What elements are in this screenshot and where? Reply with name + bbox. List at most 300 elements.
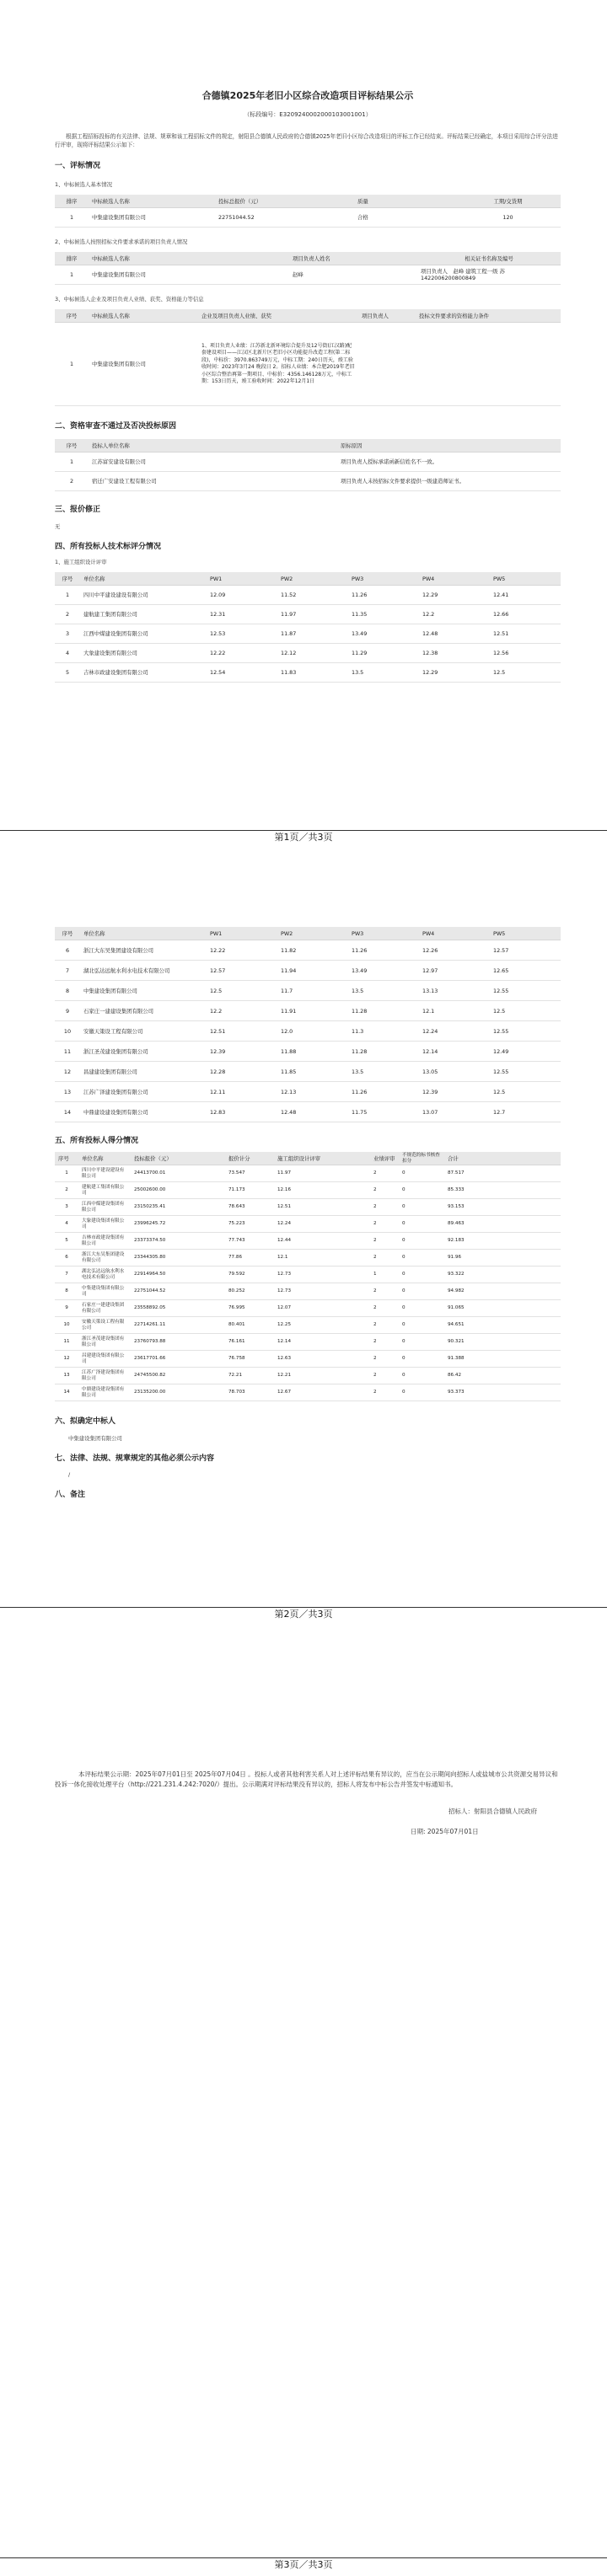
table-cell: 120 <box>455 208 561 228</box>
table-cell: 23760793.88 <box>131 1334 225 1351</box>
table-row <box>55 605 561 624</box>
table-cell: 江苏广泽建设集团有限公司 <box>80 1082 207 1102</box>
table-cell: 12.22 <box>207 940 277 961</box>
table-cell: 12.5 <box>490 1001 561 1021</box>
table-row <box>55 624 561 644</box>
table-cell: 12.09 <box>207 586 277 605</box>
column-header: 合计 <box>444 1152 561 1165</box>
table-cell: 2 <box>370 1216 399 1233</box>
table-cell: 23996245.72 <box>131 1216 225 1233</box>
column-header: 项目负责人 <box>358 309 416 323</box>
table-cell: 12.5 <box>490 1082 561 1102</box>
table-cell: 11.28 <box>348 1001 419 1021</box>
column-header: PW3 <box>348 572 419 586</box>
column-header: 单位名称 <box>80 927 207 940</box>
table-cell: 12.51 <box>490 624 561 644</box>
table-row <box>55 208 561 228</box>
table-cell: 2 <box>370 1351 399 1368</box>
table-cell: 24745500.82 <box>131 1368 225 1384</box>
table-row <box>55 1199 561 1216</box>
table-cell: 大象建设集团有限公司 <box>78 1216 131 1233</box>
table-row <box>55 1267 561 1283</box>
table-cell: 8 <box>55 981 80 1001</box>
table-cell: 12.2 <box>419 605 490 624</box>
table-cell: 中集建设集团有限公司 <box>89 208 215 228</box>
table-cell: 73.547 <box>225 1165 274 1182</box>
section-heading: 一、评标情况 <box>55 162 101 170</box>
candidate-performance-table <box>55 309 561 406</box>
column-header: 不规范的标书核查扣分 <box>399 1152 444 1165</box>
table-cell: 11.26 <box>348 940 419 961</box>
table-row <box>55 1021 561 1042</box>
table-row <box>55 1182 561 1199</box>
table-cell: 13.13 <box>419 981 490 1001</box>
table-cell: 79.592 <box>225 1267 274 1283</box>
table-cell: 7 <box>55 1267 78 1283</box>
rejection-table <box>55 439 561 491</box>
table-cell: 11.26 <box>348 586 419 605</box>
table-cell: 12.24 <box>274 1216 370 1233</box>
section-text: 无 <box>55 523 61 530</box>
table-cell: 91.96 <box>444 1250 561 1267</box>
table-cell: 12.12 <box>277 644 348 663</box>
table-cell: 12.14 <box>419 1042 490 1062</box>
table-cell: 吉林市政建设集团有限公司 <box>80 663 207 683</box>
technical-score-table-continued <box>55 927 561 1122</box>
table-cell: 12.31 <box>207 605 277 624</box>
column-header: PW2 <box>277 572 348 586</box>
column-header: 中标候选人名称 <box>89 252 289 265</box>
table-cell: 0 <box>399 1250 444 1267</box>
table-cell: 12.1 <box>419 1001 490 1021</box>
subsection-heading: 1、施工组织设计评审 <box>55 559 107 565</box>
table-cell: 5 <box>55 1233 78 1250</box>
table-cell: 12.13 <box>277 1082 348 1102</box>
subsection-heading: 2、中标候选人按照招标文件要求承诺的项目负责人情况 <box>55 238 188 245</box>
table-cell: 77.743 <box>225 1233 274 1250</box>
table-cell: 22751044.52 <box>215 208 354 228</box>
table-cell: 92.183 <box>444 1233 561 1250</box>
table-cell: 12.29 <box>419 663 490 683</box>
table-cell: 1、项目负责人业绩：江苏新北新环境综合提升及12号街(江汉路)配套建设项目——江汉区北新片区老旧小区功能提升改造工程(第二标段)，中标价：3970.863749万元，中标工期：240日历天，竣工验收时间：2023年3月24 晚段日 2。招标人业绩：本合肥2019年老旧小区综合整治再第一期项目、中标价：4356.146128万元，中标工期：153日历天，竣工验收时间：2022年12月1日 <box>198 323 358 406</box>
table-cell: 项目负责人授标承诺函新信姓名不一致。 <box>337 453 561 472</box>
table-cell: 12.49 <box>490 1042 561 1062</box>
table-cell: 23558892.05 <box>131 1300 225 1317</box>
table-cell: 13.07 <box>419 1102 490 1122</box>
table-cell: 12.2 <box>207 1001 277 1021</box>
table-cell: 0 <box>399 1182 444 1199</box>
table-cell: 90.321 <box>444 1334 561 1351</box>
table-cell: 12.24 <box>419 1021 490 1042</box>
table-cell: 11.29 <box>348 644 419 663</box>
table-cell <box>274 453 337 472</box>
table-cell: 9 <box>55 1300 78 1317</box>
table-row <box>55 1042 561 1062</box>
table-row <box>55 1368 561 1384</box>
table-cell: 11.97 <box>274 1165 370 1182</box>
table-cell: 11.94 <box>277 961 348 981</box>
table-cell: 石家庄一建建设集团有限公司 <box>78 1300 131 1317</box>
column-header: 施工组织设计评审 <box>274 1152 370 1165</box>
table-cell: 5 <box>55 663 80 683</box>
table-cell: 10 <box>55 1021 80 1042</box>
table-cell: 12 <box>55 1062 80 1082</box>
table-cell: 11.97 <box>277 605 348 624</box>
table-cell: 湖北弘达远航水利水电技术有限公司 <box>78 1267 131 1283</box>
table-cell: 78.703 <box>225 1384 274 1401</box>
column-header: 工期/交货期 <box>455 195 561 208</box>
table-cell: 72.21 <box>225 1368 274 1384</box>
table-cell: 23344305.80 <box>131 1250 225 1267</box>
column-header: 排序 <box>55 252 89 265</box>
table-cell: 1 <box>55 323 89 406</box>
table-cell: 项目负责人 赵峰 建筑工程一级 苏1422006200800849 <box>417 265 561 285</box>
column-header: PW5 <box>490 927 561 940</box>
table-row <box>55 1062 561 1082</box>
table-cell: 25002600.00 <box>131 1182 225 1199</box>
column-header: 报价计分 <box>225 1152 274 1165</box>
table-cell: 昌建建设集团有限公司 <box>80 1062 207 1082</box>
table-cell: 12.57 <box>490 940 561 961</box>
table-cell: 94.651 <box>444 1317 561 1334</box>
table-row <box>55 1102 561 1122</box>
table-row <box>55 940 561 961</box>
column-header: 排序 <box>55 195 89 208</box>
table-cell: 85.333 <box>444 1182 561 1199</box>
candidate-manager-table <box>55 252 561 285</box>
table-cell: 11 <box>55 1334 78 1351</box>
table-cell: 1 <box>370 1267 399 1283</box>
column-header: PW4 <box>419 927 490 940</box>
column-header: PW4 <box>419 572 490 586</box>
table-cell: 安徽天策设工程有限公司 <box>80 1021 207 1042</box>
table-cell: 23373374.50 <box>131 1233 225 1250</box>
table-cell: 安徽天策设工程有限公司 <box>78 1317 131 1334</box>
column-header: 单位名称 <box>78 1152 131 1165</box>
table-cell: 0 <box>399 1267 444 1283</box>
table-cell: 中集建设集团有限公司 <box>80 981 207 1001</box>
table-cell: 中鼎建设建设集团有限公司 <box>80 1102 207 1122</box>
table-cell: 1 <box>55 208 89 228</box>
column-header: 相关证书名称及编号 <box>417 252 561 265</box>
table-cell: 87.517 <box>444 1165 561 1182</box>
table-cell: 2 <box>370 1182 399 1199</box>
section-text: 中集建设集团有限公司 <box>68 1435 122 1442</box>
column-header: 单位名称 <box>80 572 207 586</box>
table-cell: 12.26 <box>419 940 490 961</box>
column-header: PW1 <box>207 927 277 940</box>
table-cell: 23150235.41 <box>131 1199 225 1216</box>
table-cell: 3 <box>55 624 80 644</box>
table-cell: 2 <box>370 1199 399 1216</box>
table-cell: 12.51 <box>207 1021 277 1042</box>
table-cell: 12.57 <box>207 961 277 981</box>
table-cell: 13.05 <box>419 1062 490 1082</box>
table-cell: 2 <box>370 1368 399 1384</box>
table-cell: 93.153 <box>444 1199 561 1216</box>
table-cell: 12.66 <box>490 605 561 624</box>
table-cell: 80.252 <box>225 1283 274 1300</box>
table-cell: 0 <box>399 1233 444 1250</box>
document-title: 合德镇2025年老旧小区综合改造项目评标结果公示 <box>201 90 414 101</box>
table-cell: 浙江大东吴集团建设有限公司 <box>78 1250 131 1267</box>
table-cell: 2 <box>370 1300 399 1317</box>
table-cell: 2 <box>370 1233 399 1250</box>
table-cell: 浙江大东吴集团建设有限公司 <box>80 940 207 961</box>
table-row <box>55 644 561 663</box>
table-cell: 江苏广泽建设集团有限公司 <box>78 1368 131 1384</box>
table-cell: 12.29 <box>419 586 490 605</box>
column-header: 企业及项目负责人业绩、获奖 <box>198 309 358 323</box>
column-header: 序号 <box>55 309 89 323</box>
section-text: / <box>68 1471 71 1478</box>
table-cell: 22714261.11 <box>131 1317 225 1334</box>
table-cell: 24413700.01 <box>131 1165 225 1182</box>
table-cell: 12.97 <box>419 961 490 981</box>
table-row <box>55 1082 561 1102</box>
table-cell: 1 <box>55 1165 78 1182</box>
column-header: 中标候选人名称 <box>89 309 198 323</box>
table-cell: 0 <box>399 1199 444 1216</box>
table-cell: 10 <box>55 1317 78 1334</box>
table-cell: 12.39 <box>207 1042 277 1062</box>
table-cell: 石家庄一建建设集团有限公司 <box>80 1001 207 1021</box>
table-cell: 宿迁广安建设工程有限公司 <box>89 472 274 491</box>
table-row <box>55 1001 561 1021</box>
table-cell: 12.44 <box>274 1233 370 1250</box>
table-cell: 77.86 <box>225 1250 274 1267</box>
table-cell: 22914964.50 <box>131 1267 225 1283</box>
table-cell: 12.55 <box>490 981 561 1001</box>
column-header: 投标报价（元） <box>131 1152 225 1165</box>
table-cell: 9 <box>55 1001 80 1021</box>
table-cell: 11.87 <box>277 624 348 644</box>
table-cell: 浙江圣茂建设集团有限公司 <box>78 1334 131 1351</box>
table-cell: 12.65 <box>490 961 561 981</box>
table-cell: 75.223 <box>225 1216 274 1233</box>
table-cell: 12.63 <box>274 1351 370 1368</box>
table-cell: 12.7 <box>490 1102 561 1122</box>
table-cell: 12.73 <box>274 1267 370 1283</box>
column-header: 业绩评审 <box>370 1152 399 1165</box>
table-row <box>55 663 561 683</box>
table-row <box>55 1283 561 1300</box>
table-cell: 2 <box>55 472 89 491</box>
column-header: 原标原因 <box>337 439 561 453</box>
table-cell: 0 <box>399 1317 444 1334</box>
table-cell: 2 <box>370 1165 399 1182</box>
table-cell: 13.49 <box>348 624 419 644</box>
section-heading: 六、拟确定中标人 <box>55 1417 116 1426</box>
table-cell: 建航建工集团有限公司 <box>80 605 207 624</box>
table-cell: 2 <box>55 1182 78 1199</box>
table-cell: 13 <box>55 1368 78 1384</box>
section-heading: 二、资格审查不通过及否决投标原因 <box>55 422 177 431</box>
column-header: 项目负责人姓名 <box>289 252 417 265</box>
table-cell: 12.0 <box>277 1021 348 1042</box>
table-cell: 12.51 <box>274 1199 370 1216</box>
table-cell: 2 <box>370 1384 399 1401</box>
table-cell: 11.7 <box>277 981 348 1001</box>
table-cell: 6 <box>55 940 80 961</box>
column-header: 投标人单位名称 <box>89 439 274 453</box>
table-cell: 12.38 <box>419 644 490 663</box>
table-cell: 11.75 <box>348 1102 419 1122</box>
column-header: 序号 <box>55 572 80 586</box>
table-cell: 江西中煤建设集团有限公司 <box>80 624 207 644</box>
table-cell: 12.41 <box>490 586 561 605</box>
table-cell: 项目负责人未按招标文件要求提供一级建造师证书。 <box>337 472 561 491</box>
table-cell: 吉林市政建设集团有限公司 <box>78 1233 131 1250</box>
table-cell: 0 <box>399 1368 444 1384</box>
table-cell: 11.82 <box>277 940 348 961</box>
table-cell: 0 <box>399 1300 444 1317</box>
notice-paragraph: 本评标结果公示期：2025年07月01日至 2025年07月04日 。投标人或者其他利害关系人对上述评标结果有异议的，应当在公示期间向招标人或盐城市公共资源交易异议和投诉一体化接收处理平台（http://221.231.4.242:7020/）提出。公示期满对评标结果没有异议的，招标人将发布中标公告并签发中标通知书。 <box>55 1770 558 1788</box>
table-row <box>55 1165 561 1182</box>
table-cell: 13.5 <box>348 1062 419 1082</box>
table-row <box>55 453 561 472</box>
table-cell: 3 <box>55 1199 78 1216</box>
column-header: 序号 <box>55 927 80 940</box>
table-cell: 12.73 <box>274 1283 370 1300</box>
table-cell: 11.88 <box>277 1042 348 1062</box>
section-code: （标段编号：E3209240002000103001001） <box>244 111 372 118</box>
section-heading: 五、所有投标人得分情况 <box>55 1137 139 1145</box>
table-cell: 12.48 <box>419 624 490 644</box>
table-cell: 13.49 <box>348 961 419 981</box>
table-cell: 12.53 <box>207 624 277 644</box>
table-cell <box>274 472 337 491</box>
column-header: PW1 <box>207 572 277 586</box>
table-cell: 11.52 <box>277 586 348 605</box>
table-cell: 4 <box>55 1216 78 1233</box>
table-cell: 浙江圣茂建设集团有限公司 <box>80 1042 207 1062</box>
table-cell: 1 <box>55 453 89 472</box>
table-cell: 12.28 <box>207 1062 277 1082</box>
page-number: 第2页／共3页 <box>274 1609 333 1620</box>
page-number: 第1页／共3页 <box>274 832 333 843</box>
table-cell: 7 <box>55 961 80 981</box>
table-cell: 12.5 <box>207 981 277 1001</box>
table-cell: 76.161 <box>225 1334 274 1351</box>
table-row <box>55 1216 561 1233</box>
table-cell: 湖北弘达远航水利水电技术有限公司 <box>80 961 207 981</box>
column-header: 序号 <box>55 1152 78 1165</box>
table-row <box>55 265 561 285</box>
table-row <box>55 1351 561 1368</box>
table-row <box>55 1384 561 1401</box>
total-score-table <box>55 1152 561 1401</box>
table-cell: 94.982 <box>444 1283 561 1300</box>
table-cell: 23617701.66 <box>131 1351 225 1368</box>
table-cell: 91.388 <box>444 1351 561 1368</box>
table-cell: 0 <box>399 1165 444 1182</box>
table-cell: 11.35 <box>348 605 419 624</box>
column-header <box>274 439 337 453</box>
section-heading: 八、备注 <box>55 1491 86 1499</box>
page-number: 第3页／共3页 <box>274 2559 333 2570</box>
candidate-basic-table <box>55 195 561 228</box>
table-cell: 76.995 <box>225 1300 274 1317</box>
table-cell: 93.373 <box>444 1384 561 1401</box>
signer: 招标人：射阳县合德镇人民政府 <box>449 1807 537 1815</box>
table-cell: 93.322 <box>444 1267 561 1283</box>
table-cell: 中集建设集团有限公司 <box>89 265 289 285</box>
table-cell: 12 <box>55 1351 78 1368</box>
column-header: 投标文件要求的资格能力条件 <box>416 309 561 323</box>
table-cell: 2 <box>370 1250 399 1267</box>
table-row <box>55 323 561 406</box>
table-cell: 6 <box>55 1250 78 1267</box>
table-cell: 13 <box>55 1082 80 1102</box>
subsection-heading: 1、中标候选人基本情况 <box>55 181 112 188</box>
page-3 <box>0 1761 607 2576</box>
intro-paragraph: 根据工程招标投标的有关法律、法规、规章和该工程招标文件的规定，射阳县合德镇人民政府的合德镇2025年老旧小区综合改造项目的评标工作已经结束。评标结果已经确定，本项目采用综合评分法进行评审，现将评标结果公示如下： <box>55 133 558 148</box>
table-cell: 2 <box>370 1283 399 1300</box>
table-cell: 12.54 <box>207 663 277 683</box>
table-cell: 86.42 <box>444 1368 561 1384</box>
table-cell: 12.16 <box>274 1182 370 1199</box>
column-header: PW3 <box>348 927 419 940</box>
table-cell: 0 <box>399 1283 444 1300</box>
table-cell: 合格 <box>354 208 455 228</box>
table-cell: 80.401 <box>225 1317 274 1334</box>
table-cell: 12.48 <box>277 1102 348 1122</box>
table-cell: 14 <box>55 1384 78 1401</box>
table-cell: 赵峰 <box>289 265 417 285</box>
table-row <box>55 1233 561 1250</box>
table-cell: 江西中煤建设集团有限公司 <box>78 1199 131 1216</box>
table-cell: 中集建设集团有限公司 <box>78 1283 131 1300</box>
table-cell: 76.758 <box>225 1351 274 1368</box>
table-cell: 2 <box>55 605 80 624</box>
table-row <box>55 586 561 605</box>
table-cell: 12.11 <box>207 1082 277 1102</box>
table-cell: 91.065 <box>444 1300 561 1317</box>
table-cell: 12.25 <box>274 1317 370 1334</box>
table-cell: 78.643 <box>225 1199 274 1216</box>
table-cell: 2 <box>370 1317 399 1334</box>
column-header: 投标总报价（元） <box>215 195 354 208</box>
table-cell: 11.83 <box>277 663 348 683</box>
table-cell: 中鼎建设建设集团有限公司 <box>78 1384 131 1401</box>
page-2 <box>0 927 607 1702</box>
table-cell: 12.1 <box>274 1250 370 1267</box>
table-row <box>55 1300 561 1317</box>
table-cell: 12.56 <box>490 644 561 663</box>
table-cell: 中集建设集团有限公司 <box>89 323 198 406</box>
table-cell: 13.5 <box>348 981 419 1001</box>
table-cell: 四川中平建设建设有限公司 <box>80 586 207 605</box>
table-cell: 12.5 <box>490 663 561 683</box>
table-cell: 12.55 <box>490 1062 561 1082</box>
table-cell: 1 <box>55 265 89 285</box>
table-cell: 12.67 <box>274 1384 370 1401</box>
column-header: PW5 <box>490 572 561 586</box>
technical-score-table <box>55 572 561 683</box>
table-cell: 0 <box>399 1334 444 1351</box>
subsection-heading: 3、中标候选人企业及项目负责人业绩、获奖、资格能力等信息 <box>55 296 204 303</box>
table-cell: 11.85 <box>277 1062 348 1082</box>
table-cell: 11.91 <box>277 1001 348 1021</box>
table-cell: 2 <box>370 1334 399 1351</box>
table-cell: 12.83 <box>207 1102 277 1122</box>
table-cell: 71.173 <box>225 1182 274 1199</box>
table-row <box>55 1250 561 1267</box>
column-header: 序号 <box>55 439 89 453</box>
table-row <box>55 981 561 1001</box>
table-cell: 11.3 <box>348 1021 419 1042</box>
